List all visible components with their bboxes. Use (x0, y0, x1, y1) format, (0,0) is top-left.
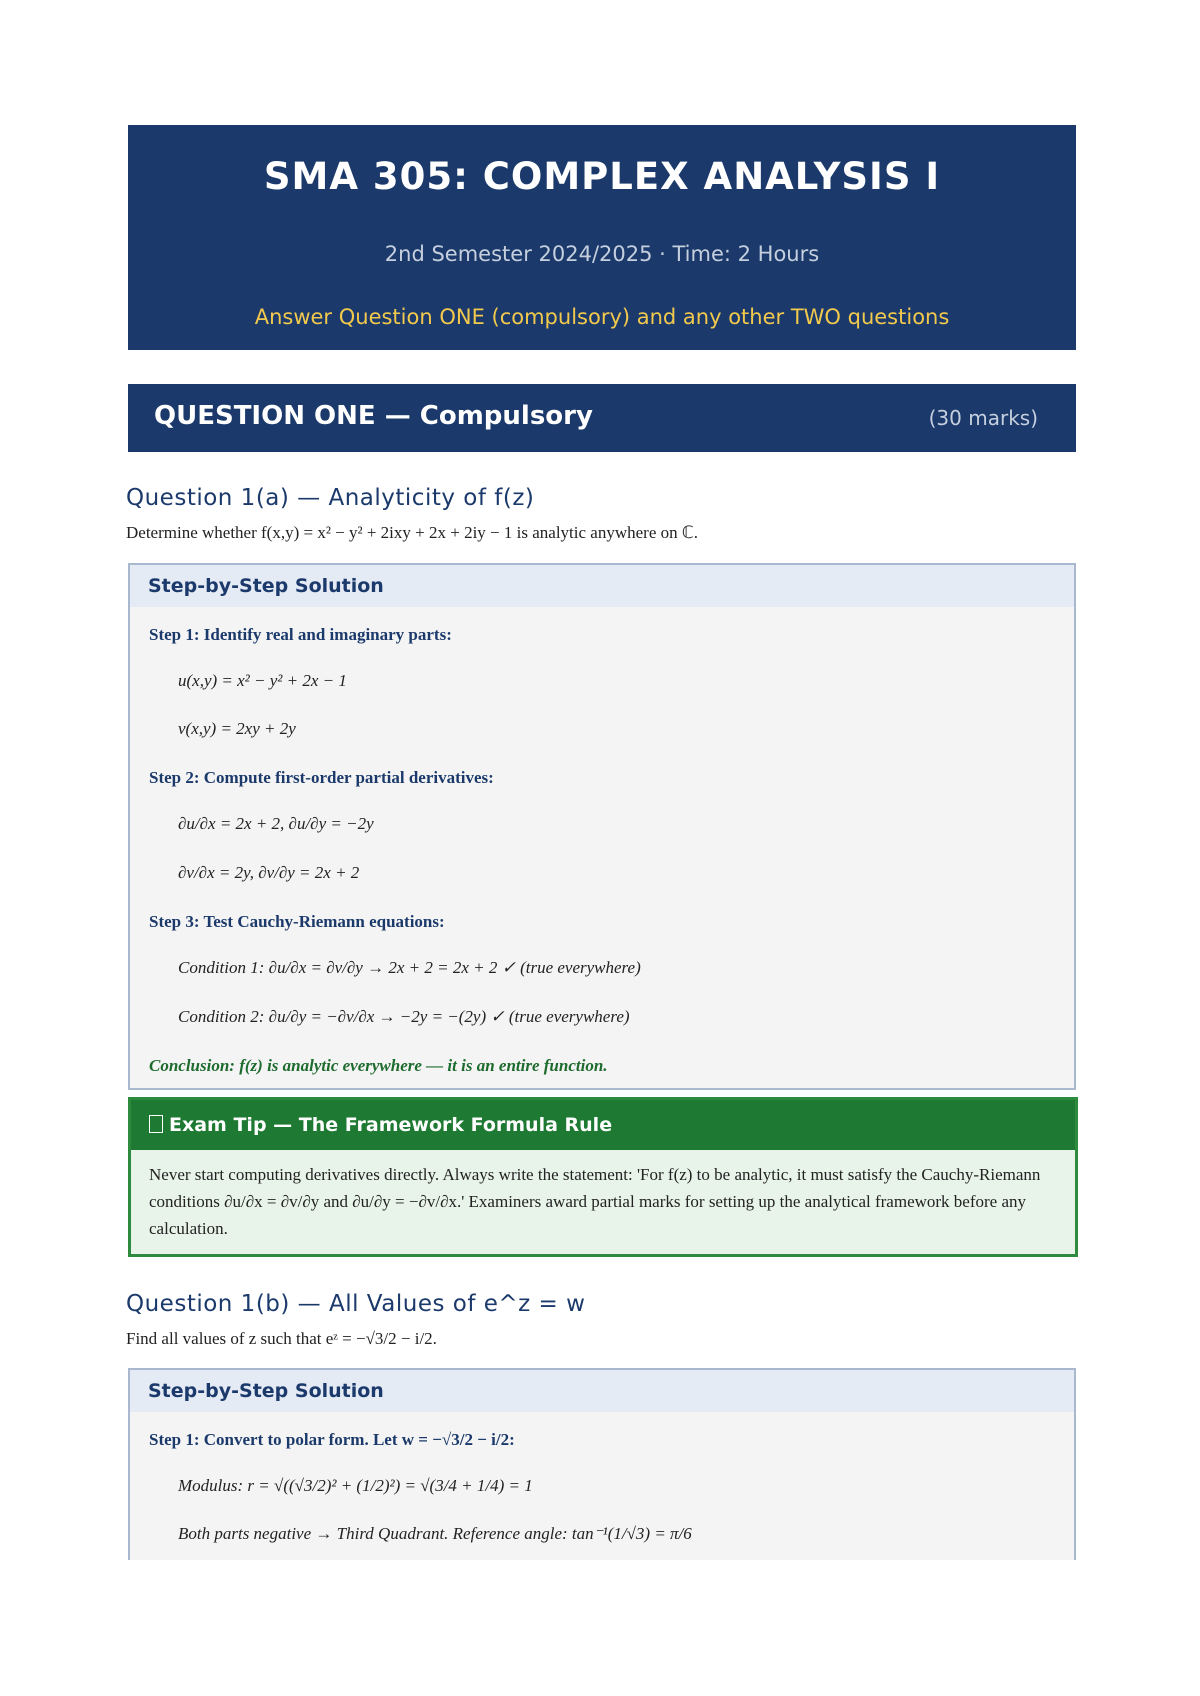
exam-subtitle: 2nd Semester 2024/2025 · Time: 2 Hours (384, 242, 820, 266)
q1b-solution-header: Step-by-Step Solution (130, 1370, 1074, 1412)
question-one-marks: (30 marks) (928, 406, 1038, 430)
q1a-eq-u: u(x,y) = x² − y² + 2x − 1 (178, 671, 347, 690)
q1b-heading: Question 1(b) — All Values of e^z = w (126, 1291, 586, 1317)
exam-tip-box (128, 1097, 1078, 1257)
page-bottom-margin (0, 1560, 1200, 1696)
q1a-step1: Step 1: Identify real and imaginary parts: (149, 625, 452, 644)
q1b-prompt: Find all values of z such that eᶻ = −√3/2 − i/2. (126, 1329, 437, 1348)
q1a-solution-box (128, 563, 1076, 1090)
q1a-step3: Step 3: Test Cauchy-Riemann equations: (149, 912, 445, 931)
exam-tip-header (131, 1100, 1075, 1150)
q1a-condition-1: Condition 1: ∂u/∂x = ∂v/∂y → 2x + 2 = 2x + 2 ✓ (true everywhere) (178, 958, 641, 977)
exam-instruction: Answer Question ONE (compulsory) and any other TWO questions (254, 305, 950, 329)
q1a-eq-ux-uy: ∂u/∂x = 2x + 2, ∂u/∂y = −2y (178, 814, 374, 833)
question-one-bar (128, 384, 1076, 452)
exam-tip-body: Never start computing derivatives directly. Always write the statement: 'For f(z) to be analytic, it must satisfy the Cauchy-Riemann conditions ∂u/∂x = ∂v/∂y and ∂u/∂y = −∂v/∂x.' Examiners award partial marks for setting up the analytical framework before any calculation. (149, 1165, 1041, 1238)
question-one-title: QUESTION ONE — Compulsory (154, 401, 593, 431)
q1a-eq-v: v(x,y) = 2xy + 2y (178, 719, 296, 738)
q1a-eq-vx-vy: ∂v/∂x = 2y, ∂v/∂y = 2x + 2 (178, 863, 360, 882)
exam-tip-title: Exam Tip — The Framework Formula Rule (169, 1114, 613, 1136)
exam-title: SMA 305: COMPLEX ANALYSIS I (263, 155, 941, 198)
q1a-prompt: Determine whether f(x,y) = x² − y² + 2ixy + 2x + 2iy − 1 is analytic anywhere on ℂ. (126, 523, 698, 542)
q1b-eq-quadrant: Both parts negative → Third Quadrant. Reference angle: tan⁻¹(1/√3) = π/6 (178, 1524, 692, 1543)
q1b-eq-modulus: Modulus: r = √((√3/2)² + (1/2)²) = √(3/4 + 1/4) = 1 (178, 1476, 533, 1495)
q1a-solution-header: Step-by-Step Solution (130, 565, 1074, 607)
lightbulb-icon (149, 1115, 163, 1133)
exam-header-banner (128, 125, 1076, 350)
q1a-heading: Question 1(a) — Analyticity of f(z) (126, 485, 535, 511)
q1a-step2: Step 2: Compute first-order partial derivatives: (149, 768, 494, 787)
q1a-condition-2: Condition 2: ∂u/∂y = −∂v/∂x → −2y = −(2y) ✓ (true everywhere) (178, 1007, 630, 1026)
q1a-conclusion: Conclusion: f(z) is analytic everywhere — it is an entire function. (149, 1056, 608, 1075)
q1b-step1: Step 1: Convert to polar form. Let w = −√3/2 − i/2: (149, 1430, 515, 1449)
